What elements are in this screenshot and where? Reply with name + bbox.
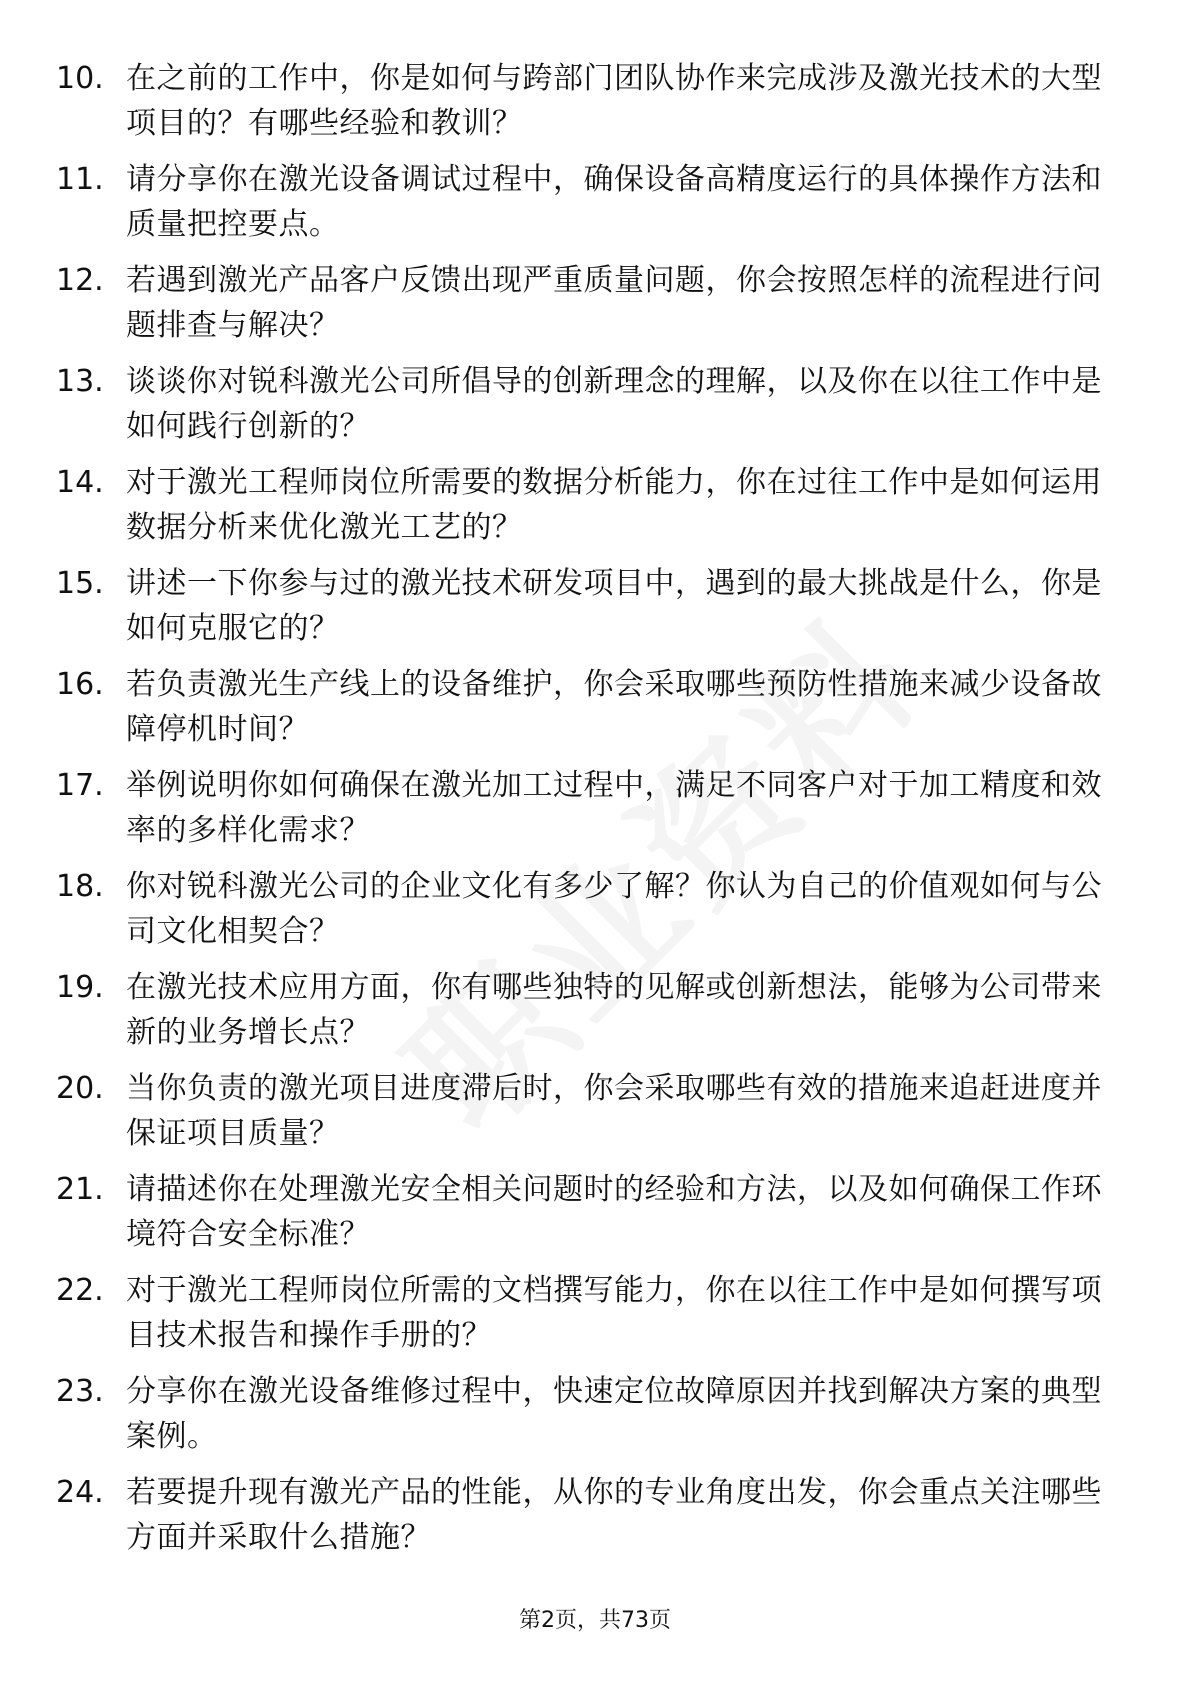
question-item-11 — [0, 157, 1190, 258]
question-text: 你对锐科激光公司的企业文化有多少了解？你认为自己的价值观如何与公司文化相契合？ — [126, 869, 1102, 949]
question-item-23 — [0, 1369, 1190, 1470]
question-item-13 — [0, 359, 1190, 460]
question-item-16 — [0, 662, 1190, 763]
question-text: 在之前的工作中，你是如何与跨部门团队协作来完成涉及激光技术的大型项目的？有哪些经验和教训？ — [126, 61, 1102, 141]
question-text: 对于激光工程师岗位所需的文档撰写能力，你在以往工作中是如何撰写项目技术报告和操作手册的？ — [126, 1273, 1102, 1353]
question-number: 23. — [56, 1374, 104, 1409]
question-text: 举例说明你如何确保在激光加工过程中，满足不同客户对于加工精度和效率的多样化需求？ — [126, 768, 1102, 848]
question-number: 15. — [56, 566, 104, 601]
question-item-15 — [0, 561, 1190, 662]
question-item-20 — [0, 1066, 1190, 1167]
question-number: 24. — [56, 1475, 104, 1510]
question-number: 11. — [56, 162, 104, 197]
question-text: 谈谈你对锐科激光公司所倡导的创新理念的理解，以及你在以往工作中是如何践行创新的？ — [126, 364, 1102, 444]
question-text: 若遇到激光产品客户反馈出现严重质量问题，你会按照怎样的流程进行问题排查与解决？ — [126, 263, 1102, 343]
question-item-21 — [0, 1167, 1190, 1268]
question-text: 对于激光工程师岗位所需要的数据分析能力，你在过往工作中是如何运用数据分析来优化激光工艺的？ — [126, 465, 1102, 545]
question-text: 若要提升现有激光产品的性能，从你的专业角度出发，你会重点关注哪些方面并采取什么措施？ — [126, 1475, 1102, 1555]
question-item-12 — [0, 258, 1190, 359]
question-number: 12. — [56, 263, 104, 298]
question-number: 21. — [56, 1172, 104, 1207]
question-item-17 — [0, 763, 1190, 864]
question-text: 若负责激光生产线上的设备维护，你会采取哪些预防性措施来减少设备故障停机时间？ — [126, 667, 1102, 747]
question-item-18 — [0, 864, 1190, 965]
question-item-10 — [0, 56, 1190, 157]
question-number: 18. — [56, 869, 104, 904]
question-number: 20. — [56, 1071, 104, 1106]
question-number: 17. — [56, 768, 104, 803]
question-list — [0, 56, 1190, 1571]
question-item-19 — [0, 965, 1190, 1066]
question-text: 讲述一下你参与过的激光技术研发项目中，遇到的最大挑战是什么，你是如何克服它的？ — [126, 566, 1102, 646]
question-number: 16. — [56, 667, 104, 702]
page-footer — [0, 1606, 1190, 1636]
question-number: 19. — [56, 970, 104, 1005]
question-number: 10. — [56, 61, 104, 96]
question-text: 请分享你在激光设备调试过程中，确保设备高精度运行的具体操作方法和质量把控要点。 — [126, 162, 1102, 242]
question-number: 13. — [56, 364, 104, 399]
question-text: 在激光技术应用方面，你有哪些独特的见解或创新想法，能够为公司带来新的业务增长点？ — [126, 970, 1102, 1050]
question-item-24 — [0, 1470, 1190, 1571]
question-text: 请描述你在处理激光安全相关问题时的经验和方法，以及如何确保工作环境符合安全标准？ — [126, 1172, 1102, 1252]
question-number: 22. — [56, 1273, 104, 1308]
question-number: 14. — [56, 465, 104, 500]
question-text: 分享你在激光设备维修过程中，快速定位故障原因并找到解决方案的典型案例。 — [126, 1374, 1102, 1454]
page-number-label: 第2页，共73页 — [519, 1608, 671, 1633]
question-item-14 — [0, 460, 1190, 561]
question-item-22 — [0, 1268, 1190, 1369]
question-text: 当你负责的激光项目进度滞后时，你会采取哪些有效的措施来追赶进度并保证项目质量？ — [126, 1071, 1102, 1151]
